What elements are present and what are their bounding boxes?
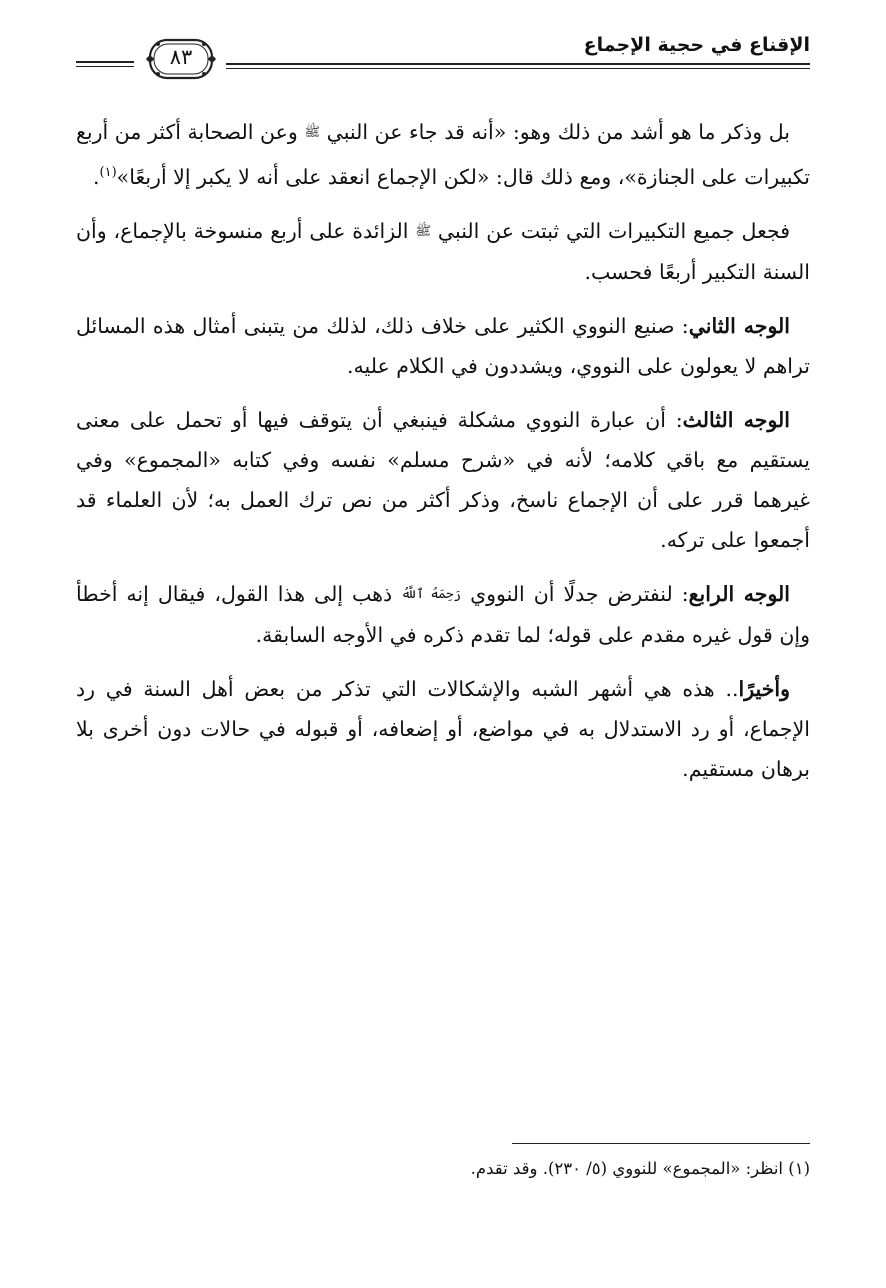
- paragraph-lead: الوجه الرابع: [688, 582, 790, 606]
- page-number-ornament: [144, 36, 218, 82]
- page-number: ٨٣: [169, 45, 193, 69]
- honorific-glyph: ﷺ: [304, 125, 321, 140]
- honorific-glyph: رَحِمَهُ ٱللَّهُ: [401, 587, 462, 602]
- footnotes: [76, 1154, 810, 1184]
- footnote-separator: [512, 1143, 810, 1144]
- text-run: وعن الصحابة أكثر من أربع تكبيرات على الجنازة»، ومع ذلك قال: «لكن الإجماع انعقد على أنه لا يكبر إلا أربعًا»: [76, 120, 810, 189]
- paragraph: [76, 574, 810, 655]
- text-run: .: [92, 165, 100, 189]
- paragraph: [76, 306, 810, 386]
- paragraph-lead: الوجه الثالث: [682, 408, 790, 432]
- paragraph: [76, 211, 810, 292]
- text-run: فجعل جميع التكبيرات التي ثبتت عن النبي: [431, 219, 790, 243]
- body-text: [76, 112, 810, 803]
- paragraph-lead: الوجه الثاني: [688, 314, 790, 338]
- paragraph: [76, 669, 810, 789]
- text-run: بل وذكر ما هو أشد من ذلك وهو: «أنه قد جاء عن النبي: [320, 120, 790, 144]
- text-run: .. هذه هي أشهر الشبه والإشكالات التي تذكر من بعض أهل السنة في رد الإجماع، أو رد الاستدلال به في مواضع، أو إضعافه، أو قبوله في حالات دون أخرى بلا برهان مستقيم.: [76, 677, 810, 781]
- header-rule-left-thin: [76, 66, 134, 67]
- footnote-marker[interactable]: (١): [99, 165, 117, 180]
- paragraph: [76, 112, 810, 197]
- footnote: (١) انظر: «المجموع» للنووي (٥/ ٢٣٠). وقد تقدم.: [470, 1159, 810, 1178]
- honorific-glyph: ﷺ: [415, 224, 432, 239]
- header-rule-left: [76, 61, 134, 63]
- text-run: ذهب إلى هذا القول، فيقال إنه أخطأ وإن قول غيره مقدم على قوله؛ لما تقدم ذكره في الأوجه السابقة.: [76, 582, 810, 647]
- paragraph-lead: وأخيرًا: [738, 677, 790, 701]
- text-run: : لنفترض جدلًا أن النووي: [461, 582, 689, 606]
- page-header: [76, 28, 810, 88]
- header-rule-thin: [226, 68, 810, 69]
- paragraph: [76, 400, 810, 560]
- text-run: : أن عبارة النووي مشكلة فينبغي أن يتوقف فيها أو تحمل على معنى يستقيم مع باقي كلامه؛ لأنه في «شرح مسلم» نفسه وفي كتابه «المجموع» وفي غيرهما قرر على أن الإجماع ناسخ، وذكر أكثر من نص ترك العمل به؛ لأن العلماء قد أجمعوا على تركه.: [76, 408, 810, 552]
- header-rule: [226, 63, 810, 65]
- text-run: الزائدة على أربع منسوخة بالإجماع، وأن السنة التكبير أربعًا فحسب.: [76, 219, 810, 284]
- running-title: الإقناع في حجية الإجماع: [583, 34, 810, 56]
- text-run: : صنيع النووي الكثير على خلاف ذلك، لذلك من يتبنى أمثال هذه المسائل تراهم لا يعولون على النووي، ويشددون في الكلام عليه.: [76, 314, 810, 378]
